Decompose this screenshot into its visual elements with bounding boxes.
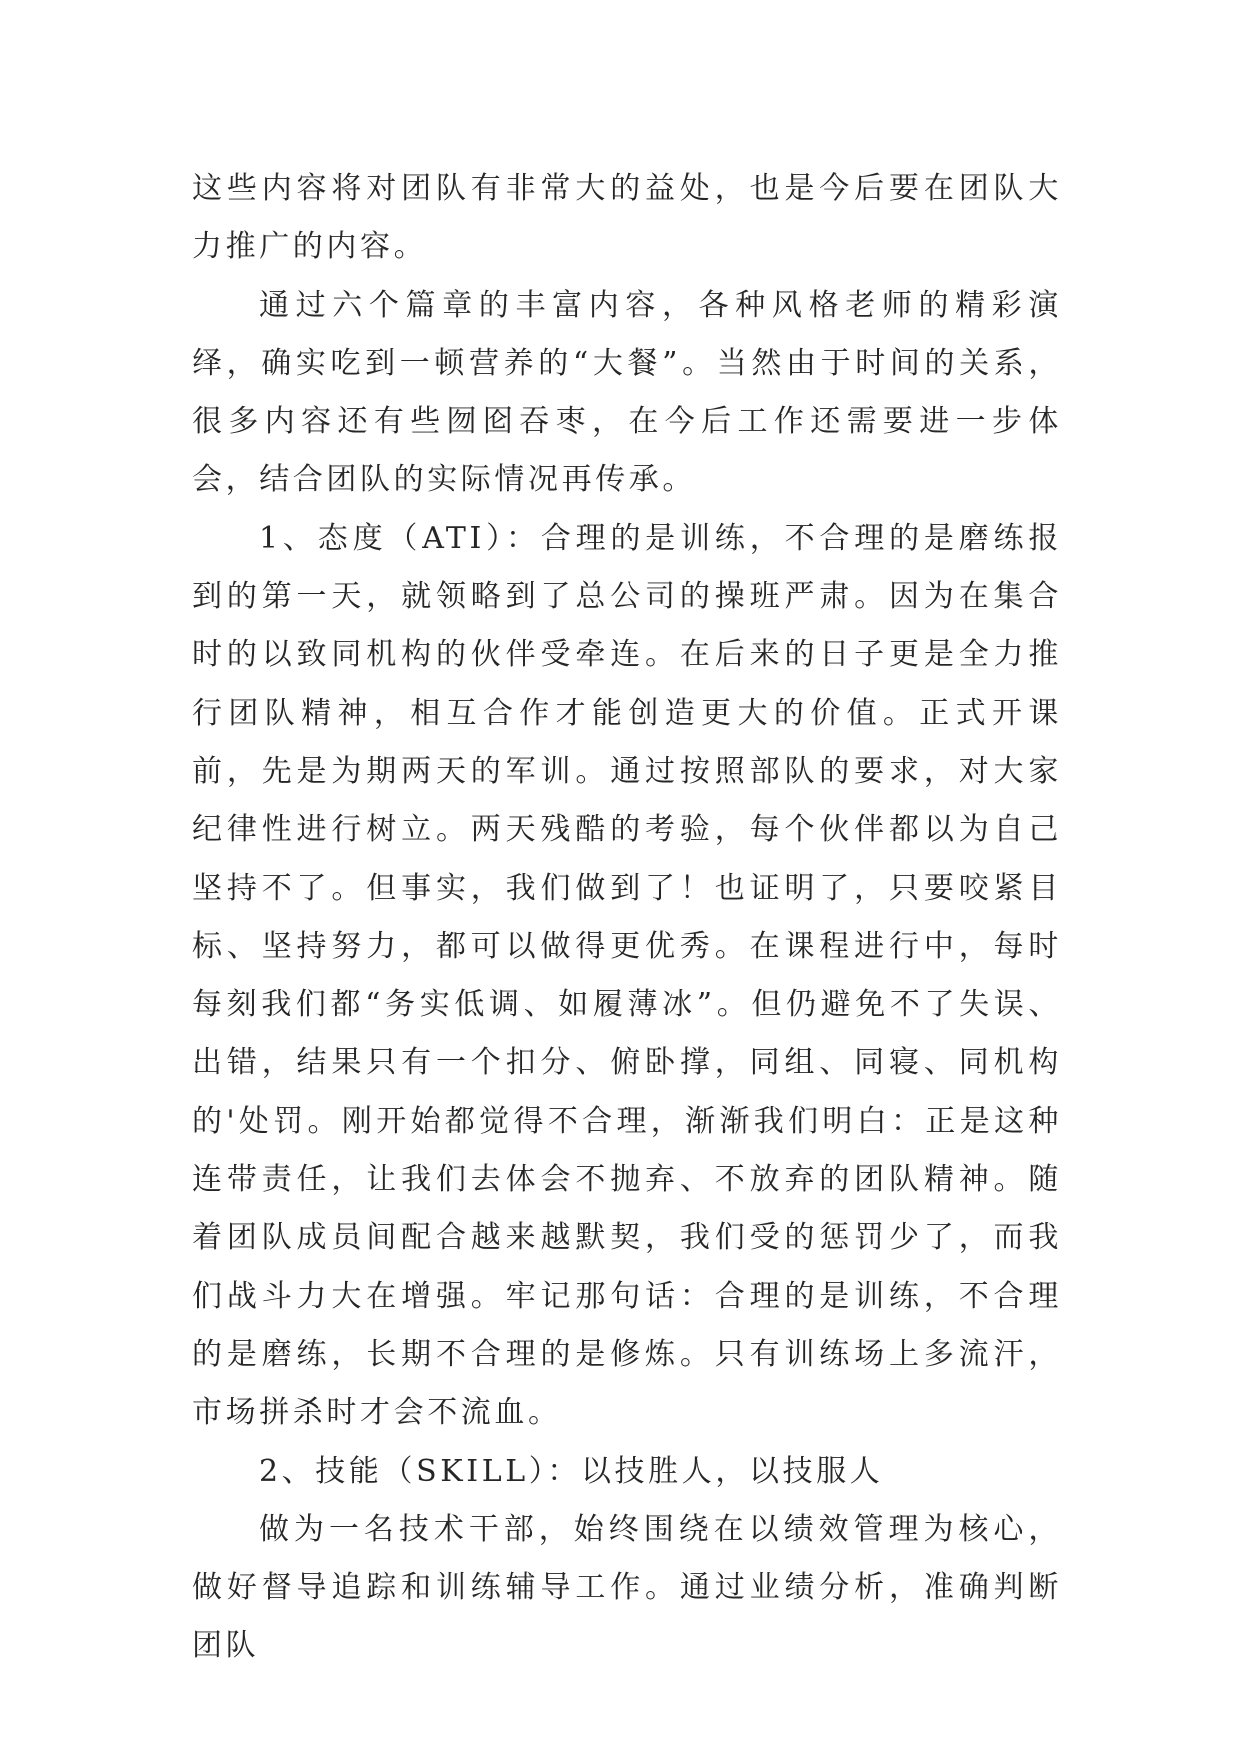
paragraph-1: 这些内容将对团队有非常大的益处，也是今后要在团队大力推广的内容。 [192,171,1062,265]
paragraph-2: 通过六个篇章的丰富内容，各种风格老师的精彩演绎，确实吃到一顿营养的“大餐”。当然由于时间的关系，很多内容还有些囫囵吞枣，在今后工作还需要进一步体会，结合团队的实际情况再传承。 [192,287,1062,498]
paragraph-5: 做为一名技术干部，始终围绕在以绩效管理为核心，做好督导追踪和训练辅导工作。通过业绩分析，准确判断团队 [192,1511,1062,1664]
paragraph-3-attitude: 1、态度（ATI）：合理的是训练，不合理的是磨练报到的第一天，就领略到了总公司的操班严肃。因为在集合时的以致同机构的伙伴受牵连。在后来的日子更是全力推行团队精神，相互合作才能创造更大的价值。正式开课前，先是为期两天的军训。通过按照部队的要求，对大家纪律性进行树立。两天残酷的考验，每个伙伴都以为自己坚持不了。但事实，我们做到了！也证明了，只要咬紧目标、坚持努力，都可以做得更优秀。在课程进行中，每时每刻我们都“务实低调、如履薄冰”。但仍避免不了失误、出错，结果只有一个扣分、俯卧撑，同组、同寝、同机构的'处罚。刚开始都觉得不合理，渐渐我们明白：正是这种连带责任，让我们去体会不抛弃、不放弃的团队精神。随着团队成员间配合越来越默契，我们受的惩罚少了，而我们战斗力大在增强。牢记那句话：合理的是训练，不合理的是磨练，长期不合理的是修炼。只有训练场上多流汗，市场拼杀时才会不流血。 [192,520,1062,1431]
paragraph-4-skill-heading: 2、技能（SKILL）：以技胜人，以技服人 [259,1453,884,1489]
document-body [192,160,1062,1676]
